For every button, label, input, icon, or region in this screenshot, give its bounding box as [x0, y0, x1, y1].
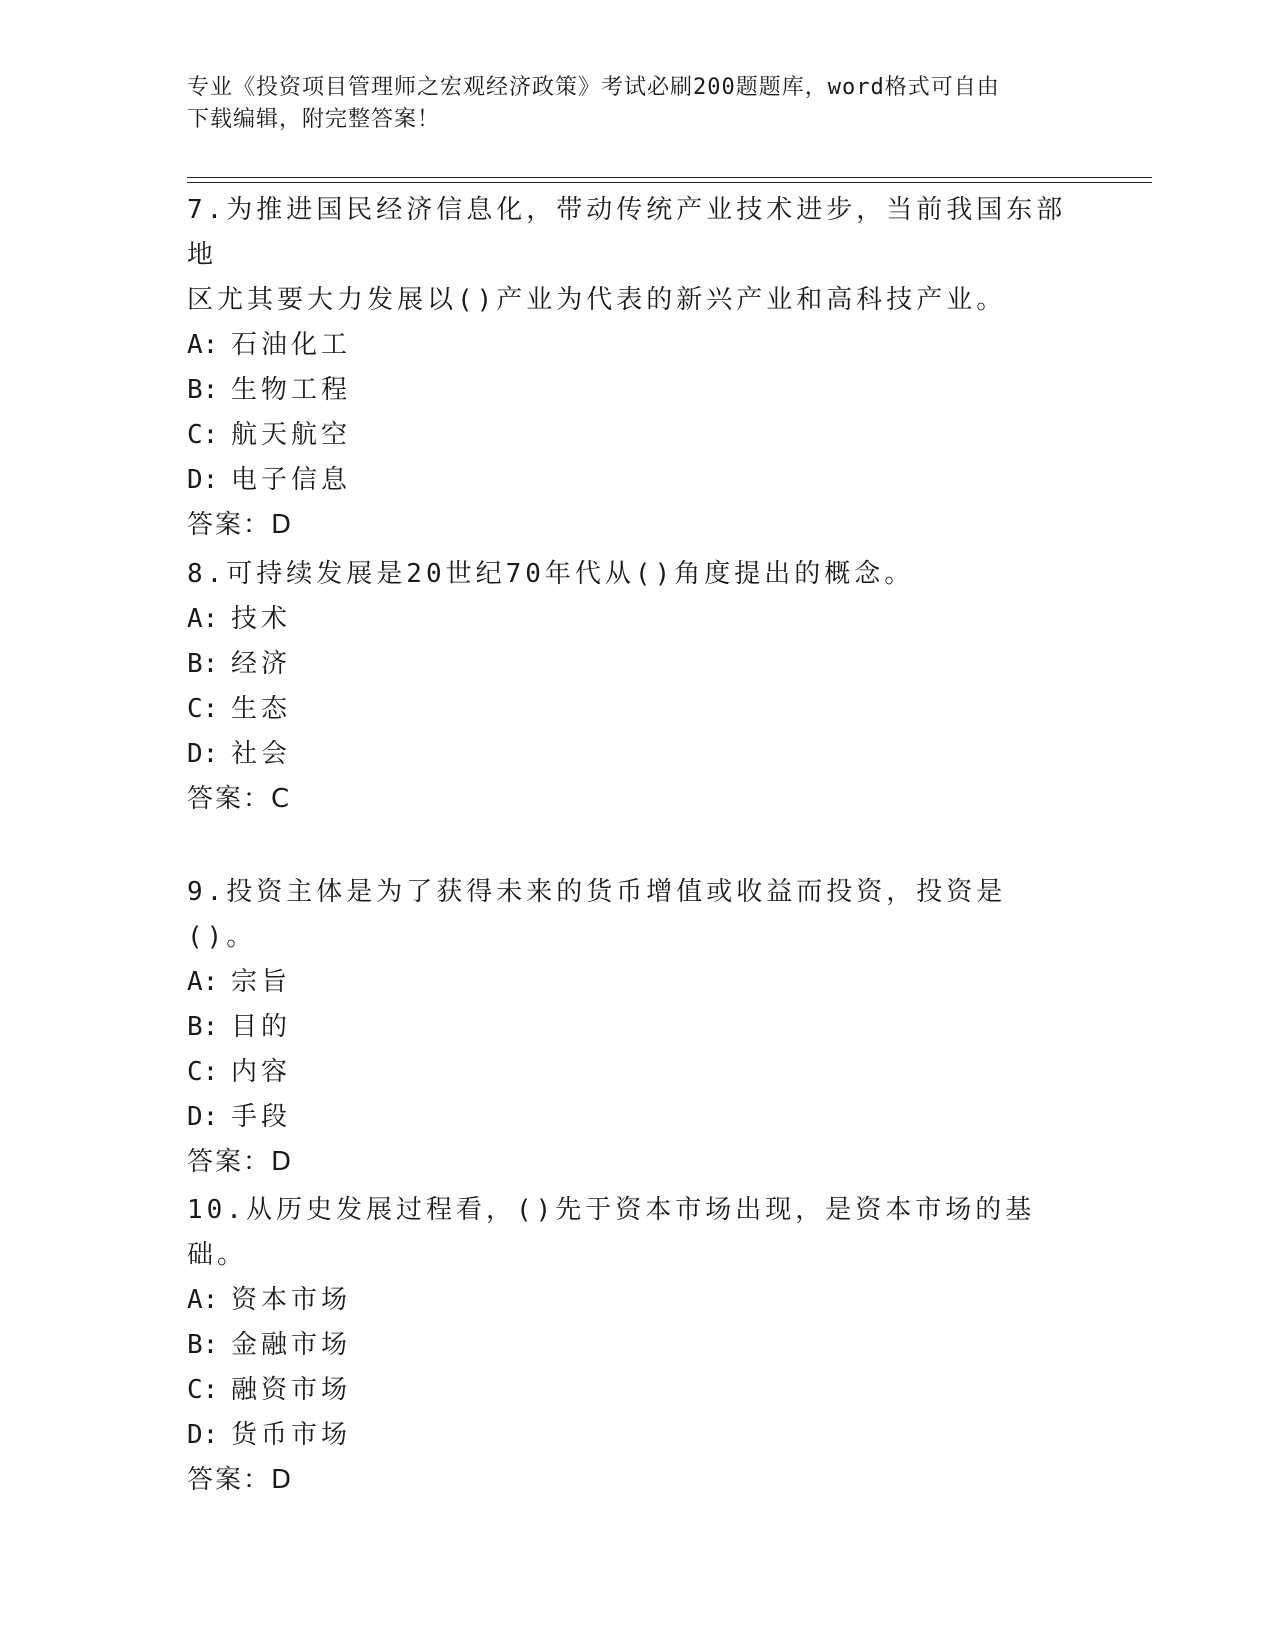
option-text: 技术 [231, 604, 292, 634]
option-text: 生物工程 [231, 375, 352, 405]
option-c [187, 1368, 1067, 1413]
question-10 [187, 1188, 1067, 1503]
option-c [187, 413, 1067, 458]
option-letter: A: [187, 330, 219, 360]
answer-line: 答案：D [187, 1465, 294, 1495]
option-letter: A: [187, 967, 219, 997]
option-b [187, 642, 1067, 687]
option-a [187, 323, 1067, 368]
option-text: 融资市场 [231, 1375, 352, 1405]
option-text: 宗旨 [231, 967, 292, 997]
option-text: 社会 [231, 739, 292, 769]
option-letter: B: [187, 375, 219, 405]
option-b [187, 368, 1067, 413]
question-text-line: 9.投资主体是为了获得未来的货币增值或收益而投资，投资是()。 [187, 877, 1007, 952]
option-text: 航天航空 [231, 420, 352, 450]
option-letter: A: [187, 1285, 219, 1315]
option-text: 金融市场 [231, 1330, 352, 1360]
option-text: 电子信息 [231, 465, 352, 495]
option-letter: D: [187, 1102, 219, 1132]
option-letter: B: [187, 649, 219, 679]
option-text: 内容 [231, 1057, 292, 1087]
question-7 [187, 188, 1067, 548]
option-letter: D: [187, 465, 219, 495]
header-divider-bottom [187, 182, 1152, 183]
document-header [187, 72, 1067, 136]
option-c [187, 1050, 1067, 1095]
option-letter: D: [187, 739, 219, 769]
option-d [187, 1413, 1067, 1458]
option-d [187, 458, 1067, 503]
header-line-2: 下载编辑，附完整答案！ [187, 107, 441, 132]
header-line-1: 专业《投资项目管理师之宏观经济政策》考试必刷200题题库，word格式可自由 [187, 75, 1000, 100]
option-letter: B: [187, 1330, 219, 1360]
question-text-line: 8.可持续发展是20世纪70年代从()角度提出的概念。 [187, 559, 915, 589]
option-b [187, 1323, 1067, 1368]
option-text: 生态 [231, 694, 292, 724]
option-letter: C: [187, 1057, 219, 1087]
option-text: 目的 [231, 1012, 292, 1042]
option-b [187, 1005, 1067, 1050]
option-d [187, 1095, 1067, 1140]
answer-line: 答案：D [187, 1147, 294, 1177]
option-text: 经济 [231, 649, 292, 679]
question-8 [187, 552, 1067, 822]
option-a [187, 1278, 1067, 1323]
option-text: 石油化工 [231, 330, 352, 360]
question-9 [187, 870, 1067, 1185]
question-text-line: 区尤其要大力发展以()产业为代表的新兴产业和高科技产业。 [187, 285, 1007, 315]
option-text: 手段 [231, 1102, 292, 1132]
option-a [187, 597, 1067, 642]
option-letter: B: [187, 1012, 219, 1042]
option-letter: D: [187, 1420, 219, 1450]
question-text-line: 7.为推进国民经济信息化，带动传统产业技术进步，当前我国东部地 [187, 195, 1067, 270]
option-d [187, 732, 1067, 777]
option-text: 货币市场 [231, 1420, 352, 1450]
question-text-line: 10.从历史发展过程看，()先于资本市场出现，是资本市场的基础。 [187, 1195, 1036, 1270]
option-a [187, 960, 1067, 1005]
option-text: 资本市场 [231, 1285, 352, 1315]
answer-line: 答案：D [187, 510, 294, 540]
option-c [187, 687, 1067, 732]
option-letter: C: [187, 694, 219, 724]
option-letter: C: [187, 420, 219, 450]
option-letter: A: [187, 604, 219, 634]
header-divider-top [187, 177, 1152, 178]
answer-line: 答案：C [187, 784, 292, 814]
option-letter: C: [187, 1375, 219, 1405]
